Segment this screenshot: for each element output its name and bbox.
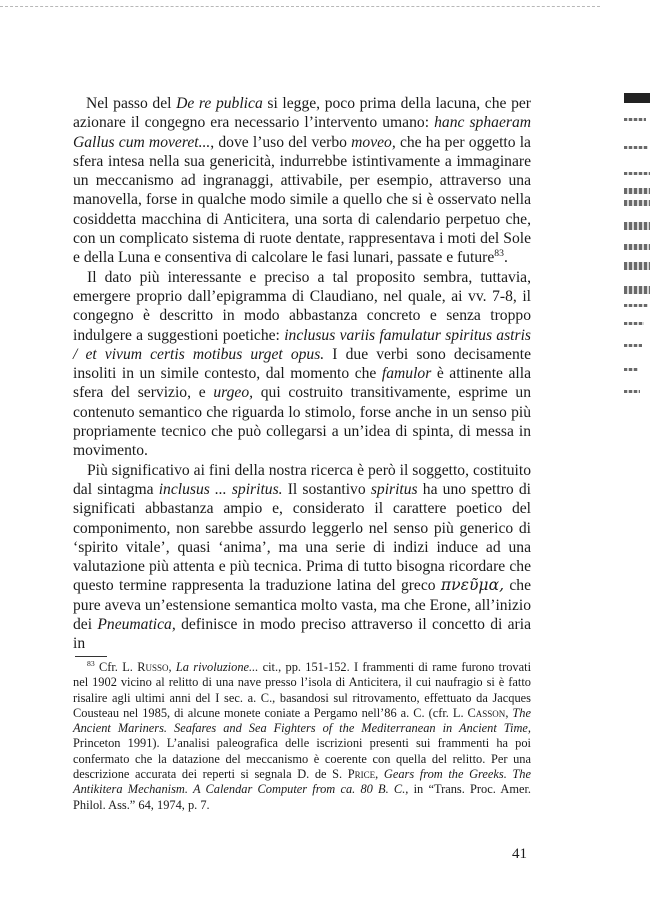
text-run: in “Trans. Proc. Amer. Philol. Ass.” 64, 1974, p. 7. bbox=[73, 782, 532, 812]
text-run: , bbox=[375, 767, 384, 782]
footnote-83 bbox=[73, 660, 531, 813]
footnote-separator bbox=[75, 656, 107, 657]
italic-run: Pneumatica, bbox=[97, 616, 176, 634]
paragraph-1 bbox=[73, 94, 531, 268]
text-run: . bbox=[503, 249, 508, 267]
text-run: Cfr. L. bbox=[94, 660, 138, 674]
text-run: definisce in modo preciso attraverso il concetto di aria in bbox=[73, 616, 531, 653]
author-name: Russo bbox=[137, 660, 169, 674]
text-run: , bbox=[168, 660, 176, 674]
footnote-ref-83[interactable]: 83 bbox=[494, 248, 504, 260]
italic-run: The Ancient Mariners. Seafares and Sea Fighters of the Mediterranean in Ancient Time, bbox=[73, 705, 531, 736]
text-run: che ha per oggetto la sfera intesa nella sua genericità, indurrebbe istintivamente a immaginare un meccanismo ad ingranaggi, attivabile, per esempio, attraverso una manovella, forse in qualche modo simile a quello che si è osservato nella cosiddetta macchina di Anticitera, una sorta di calendario perpetuo che, con un complicato sistema di ruote dentate, rappresentava i moti del Sole e della Luna e consentiva di calcolare le fasi lunari, passate e future bbox=[73, 133, 531, 267]
text-run: Princeton 1991). L’analisi paleografica delle iscrizioni presenti sui frammenti ha poi confermato che la datazione del meccanismo è coerente con quella del relitto. Per una descrizione accurata dei reperti si segnala D. de S. bbox=[73, 736, 531, 782]
italic-run: inclusus ... spiritus. bbox=[158, 480, 283, 498]
text-run: ha uno spettro di significati abbastanza ampio e, considerato il carattere poetico del componimento, non sarebbe assurdo leggerlo nel senso più generico di ‘spirito vitale’, quasi ‘anima’, ma una serie di indizi induce ad una valutazione più attenta e più tecnica. Prima di tutto bisogna ricordare che questo termine rappresenta la traduzione latina del greco bbox=[73, 480, 531, 595]
italic-run: famulor bbox=[381, 365, 432, 383]
italic-run: La rivoluzione... bbox=[175, 660, 259, 674]
text-run: che pure aveva un’estensione semantica molto vasta, ma che Erone, all’inizio dei bbox=[73, 577, 531, 634]
text-run: Più significativo ai fini della nostra ricerca è però il soggetto, costituito dal sintagma bbox=[73, 461, 531, 498]
text-run: cit., pp. 151-152. I frammenti di rame furono trovati nel 1902 vicino al relitto di una nave presso l’isola di Anticitera, il cui naufragio si è fatto risalire agli ultimi anni del I sec. a. C., basandosi sul ritrovamento, effettuato da Jacques Cousteau nel 1985, di alcune monete coniate a Pergamo nell’86 a. C. (cfr. L. bbox=[73, 660, 532, 720]
author-name: Price bbox=[347, 767, 376, 782]
text-run: Nel passo del bbox=[86, 95, 177, 112]
text-run: qui costruito transitivamente, esprime un contenuto semantico che riguarda lo stimolo, forse anche in un senso più propriamente tecnico che può collegarsi a un’idea di spinta, di messa in movimento. bbox=[73, 384, 531, 460]
text-run: , bbox=[505, 705, 513, 720]
italic-run: moveo, bbox=[351, 133, 396, 151]
page-number: 41 bbox=[512, 846, 527, 862]
top-edge-rule bbox=[0, 6, 600, 7]
paragraph-2 bbox=[73, 268, 531, 461]
author-name: Casson bbox=[467, 705, 506, 720]
italic-run: urgeo, bbox=[213, 384, 254, 402]
text-run: si legge, poco prima della lacuna, che per azionare il congegno era necessario l’intervento umano: bbox=[73, 95, 531, 132]
italic-run: De re publica bbox=[176, 95, 263, 112]
paragraph-3 bbox=[73, 461, 531, 654]
text-run: I due verbi sono decisamente insoliti in un simile contesto, dal momento che bbox=[73, 345, 531, 383]
text-run: Il dato più interessante e preciso a tal proposito sembra, tuttavia, emergere proprio dall’epigramma di Claudiano, nel quale, ai vv. 7-8, il congegno è descritto in modo abbastanza concreto e senza troppo indulgere a suggestioni poetiche: bbox=[73, 268, 531, 344]
text-run: è attinente alla sfera del servizio, e bbox=[73, 365, 531, 402]
italic-run: inclusus variis famulatur spiritus astris / et vivum certis motibus urget opus. bbox=[73, 326, 531, 363]
main-text bbox=[73, 94, 531, 654]
footnote-number: 83 bbox=[87, 658, 95, 668]
italic-run: spiritus bbox=[370, 480, 418, 498]
greek-word: πνεῦμα, bbox=[440, 576, 505, 595]
italic-run: Gears from the Greeks. The Antikitera Mechanism. A Calendar Computer from ca. 80 B. C., bbox=[73, 767, 532, 797]
italic-run: hanc sphaeram Gallus cum moveret... bbox=[73, 114, 532, 151]
scanned-right-margin bbox=[624, 0, 650, 922]
text-run: , dove l’uso del verbo bbox=[210, 133, 352, 151]
footnote-text bbox=[73, 660, 531, 813]
text-run: Il sostantivo bbox=[282, 480, 371, 498]
